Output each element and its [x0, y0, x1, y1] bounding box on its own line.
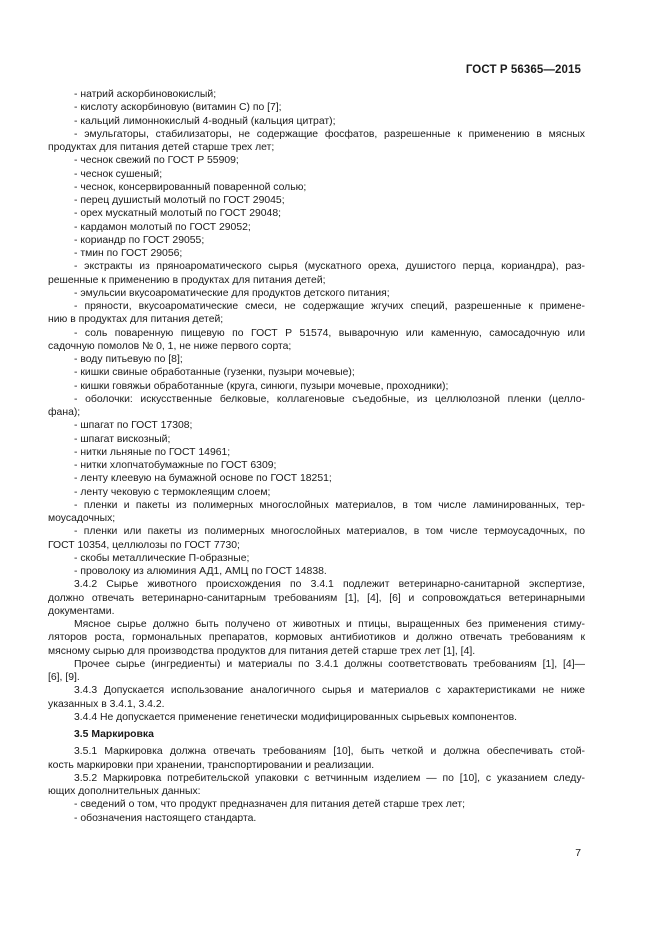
paragraph-line: 3.4.4 Не допускается применение генетически модифицированных сырьевых компонентов.: [74, 711, 518, 723]
standard-designation: ГОСТ Р 56365—2015: [465, 64, 581, 76]
paragraph-continuation: нию в продуктах для питания детей;: [48, 314, 224, 326]
list-item: - воду питьевую по [8];: [74, 354, 183, 365]
list-item: - кардамон молотый по ГОСТ 29052;: [74, 221, 251, 233]
paragraph-line: 3.5.1 Маркировка должна отвечать требованиям [10], быть четкой и должна обеспечивать стой-: [74, 746, 585, 758]
list-item: - кислоту аскорбиновую (витамин С) по [7];: [74, 102, 282, 114]
list-item: - кишки говяжьи обработанные (круга, синюги, пузыри мочевые, проходники);: [74, 380, 449, 392]
section-heading: 3.5 Маркировка: [74, 729, 154, 740]
list-item: - орех мускатный молотый по ГОСТ 29048;: [74, 208, 281, 220]
page-number: 7: [575, 848, 581, 859]
paragraph-line: Прочее сырье (ингредиенты) и материалы по 3.4.1 должны соответствовать требованиям [1], [4]—: [74, 658, 585, 670]
list-item: - соль поваренную пищевую по ГОСТ Р 51574, выварочную или каменную, самосадочную или: [74, 327, 585, 339]
list-item: - шпагат по ГОСТ 17308;: [74, 420, 193, 432]
list-item: - нитки хлопчатобумажные по ГОСТ 6309;: [74, 460, 277, 471]
list-item: - кориандр по ГОСТ 29055;: [74, 234, 205, 246]
paragraph-line: Мясное сырье должно быть получено от животных и птицы, выращенных без применения стиму-: [74, 619, 585, 630]
list-item: - кишки свиные обработанные (гузенки, пузыри мочевые);: [74, 367, 355, 379]
list-item: - скобы металлические П-образные;: [74, 552, 250, 564]
list-item: - чеснок свежий по ГОСТ Р 55909;: [74, 155, 239, 167]
paragraph-continuation: мясному сырью для производства продуктов для питания детей старше трех лет [1], [4].: [48, 645, 476, 657]
paragraph-continuation: [6], [9].: [48, 672, 80, 683]
paragraph-continuation: решенные к применению в продуктах для питания детей;: [48, 274, 326, 286]
list-item: - перец душистый молотый по ГОСТ 29045;: [74, 195, 285, 206]
paragraph-line: 3.4.2 Сырье животного происхождения по 3.4.1 подлежит ветеринарно-санитарной экспертизе,: [74, 579, 585, 591]
paragraph-continuation: моусадочных;: [48, 513, 116, 524]
list-item: - шпагат вискозный;: [74, 433, 171, 445]
paragraph-continuation: продуктах для питания детей старше трех лет;: [48, 142, 275, 153]
list-item: - эмульсии вкусоароматические для продуктов детского питания;: [74, 287, 390, 299]
paragraph-line: 3.5.2 Маркировка потребительской упаковки с ветчинным изделием — по [10], с указанием следу-: [74, 772, 585, 784]
list-item: - пряности, вкусоароматические смеси, не содержащие жгучих специй, разрешенные к примене-: [74, 301, 585, 312]
list-item: - чеснок сушеный;: [74, 168, 163, 180]
document-body: [48, 88, 585, 825]
list-item: - пленки и пакеты из полимерных многослойных материалов, в том числе ламинированных, тер-: [74, 499, 585, 511]
paragraph-line: 3.4.3 Допускается использование аналогичного сырья и материалов с характеристиками не ниже: [74, 685, 585, 697]
paragraph-continuation: кость маркировки при хранении, транспортировании и реализации.: [48, 759, 375, 771]
list-item: - сведений о том, что продукт предназначен для питания детей старше трех лет;: [74, 799, 465, 811]
paragraph-continuation: ющих дополнительных данных:: [48, 786, 201, 797]
paragraph-continuation: должно отвечать ветеринарно-санитарным требованиям [1], [4], [6] и сопровождаться ветеринарными: [48, 592, 585, 604]
paragraph-continuation: садочную помолов № 0, 1, не ниже первого сорта;: [48, 340, 292, 352]
paragraph-continuation: ГОСТ 10354, целлюлозы по ГОСТ 7730;: [48, 539, 240, 551]
list-item: - обозначения настоящего стандарта.: [74, 812, 257, 824]
list-item: - экстракты из пряноароматического сырья (мускатного ореха, душистого перца, кориандра), раз-: [74, 261, 585, 273]
list-item: - нитки льняные по ГОСТ 14961;: [74, 446, 231, 458]
list-item: - проволоку из алюминия АД1, АМЦ по ГОСТ 14838.: [74, 566, 327, 577]
list-item: - оболочки: искусственные белковые, коллагеновые съедобные, из целлюлозной пленки (целло-: [74, 393, 585, 405]
paragraph-continuation: ляторов роста, гормональных препаратов, кормовых антибиотиков и должно отвечать требованиям к: [48, 632, 585, 644]
list-item: - чеснок, консервированный поваренной солью;: [74, 181, 307, 193]
list-item: - эмульгаторы, стабилизаторы, не содержащие фосфатов, разрешенные к применению в мясных: [74, 128, 585, 140]
paragraph-continuation: документами.: [48, 605, 115, 617]
list-item: - натрий аскорбиновокислый;: [74, 89, 217, 100]
list-item: - ленту клеевую на бумажной основе по ГОСТ 18251;: [74, 473, 332, 485]
list-item: - ленту чековую с термоклеящим слоем;: [74, 486, 271, 498]
paragraph-continuation: указанных в 3.4.1, 3.4.2.: [48, 698, 165, 710]
list-item: - кальций лимоннокислый 4-водный (кальция цитрат);: [74, 115, 336, 127]
list-item: - тмин по ГОСТ 29056;: [74, 248, 183, 259]
list-item: - пленки или пакеты из полимерных многослойных материалов, в том числе термоусадочных, по: [74, 526, 585, 538]
paragraph-continuation: фана);: [48, 407, 81, 418]
